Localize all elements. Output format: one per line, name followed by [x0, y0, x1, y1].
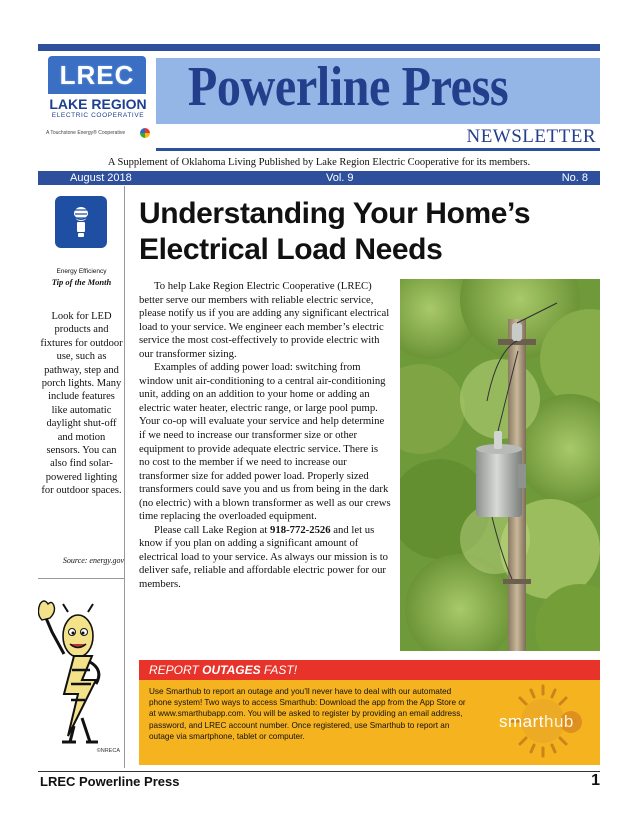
tip-category: Energy Efficiency — [56, 268, 107, 275]
paragraph-3-tail: and let us know if you plan on adding a significant amount of electrical load to your service. As always our mission is to deliver safe, reliable and affordable electric power for our members. — [139, 523, 389, 591]
issue-bar — [38, 171, 600, 185]
article-paragraph-1: To help Lake Region Electric Cooperative (LREC) better serve our members with reliable electric service, please notify us if you are adding any significant electrical load to your service. We engineer each member’s electric service the most cost-effectively to provide electric with our transformer sizing. — [139, 280, 390, 360]
article-headline: Understanding Your Home’s Electrical Load Needs — [139, 197, 531, 266]
tip-text: Look for LED products and fixtures for outdoor use, such as pathway, step and porch lights. Many include features like automatic daylight shut-off and motion sensors. You can also find solar-powered lighting for outdoor spaces. — [40, 311, 123, 497]
tip-heading: Tip of the Month — [51, 277, 112, 287]
issue-date: August 2018 — [70, 172, 132, 184]
tip-sidebar — [38, 186, 125, 768]
phone-number: 918-772-2526 — [270, 523, 331, 536]
smarthub-word-b: hub — [544, 712, 574, 731]
outage-header-pre: REPORT — [149, 663, 203, 677]
newsletter-subtitle: NEWSLETTER — [466, 126, 596, 147]
footer-title: LREC Powerline Press — [40, 774, 180, 789]
article-body — [139, 280, 391, 592]
masthead — [38, 44, 600, 156]
issue-number: No. 8 — [561, 172, 588, 184]
light-bulb-icon — [55, 196, 107, 248]
mascot-credit: ©NRECA — [96, 748, 120, 754]
report-outage-box — [139, 660, 600, 765]
outage-text: Use Smarthub to report an outage and you’ll never have to deal with our automated phone system! Two ways to access Smarthub: Download the app from the App Store or at www.smarthubapp.com. You will be asked to register by providing an email address, password, and LREC account number. Once registered, use Smarthub to report an outage via smartphone, tablet or computer. — [149, 687, 466, 741]
article-paragraph-3 — [139, 524, 391, 592]
smarthub-wordmark — [499, 712, 574, 732]
page-number: 1 — [591, 772, 600, 789]
article-paragraph-2: Examples of adding power load: switching from window unit air-conditioning to a central air-conditioning unit, adding on an addition to your home or adding an electric water heater, electric range, or large pool pump. Your co-op will evaluate your service and help determine if we need to increase our transformer size or other equipment to provide adequate electric service. There is no cost to the member if we need to increase our transformer size for added power load. Properly sized transformers could save you and us from being in the dark (no electric) with a blown transformer as well as our crews time replacing the overloaded equipment. — [139, 361, 391, 523]
logo-cooperative-text: ELECTRIC COOPERATIVE — [51, 112, 145, 119]
logo-tagline: A Touchstone Energy® Cooperative — [46, 130, 126, 136]
supplement-line: A Supplement of Oklahoma Living Published by Lake Region Electric Cooperative for its members. — [107, 157, 531, 168]
utility-pole-transformer-photo — [400, 279, 600, 651]
logo-lrec-text: LREC — [48, 56, 146, 94]
masthead-bottom-rule — [156, 148, 600, 151]
masthead-top-rule — [38, 44, 600, 51]
reddy-kilowatt-icon — [38, 596, 124, 751]
tip-source: Source: energy.gov — [62, 556, 124, 565]
smarthub-word-a: smart — [499, 712, 544, 731]
lrec-logo — [44, 54, 150, 144]
paragraph-3-lead: Please call Lake Region at — [154, 523, 271, 536]
outage-header-post: FAST! — [260, 663, 298, 677]
issue-volume: Vol. 9 — [326, 172, 354, 184]
logo-lake-region-text: LAKE REGION — [49, 96, 147, 112]
newsletter-title: Powerline Press — [187, 56, 509, 118]
outage-header-bold: OUTAGES — [202, 663, 261, 677]
sidebar-divider — [38, 578, 124, 579]
touchstone-icon — [140, 128, 150, 138]
outage-header — [139, 660, 600, 680]
footer-rule — [38, 771, 600, 772]
